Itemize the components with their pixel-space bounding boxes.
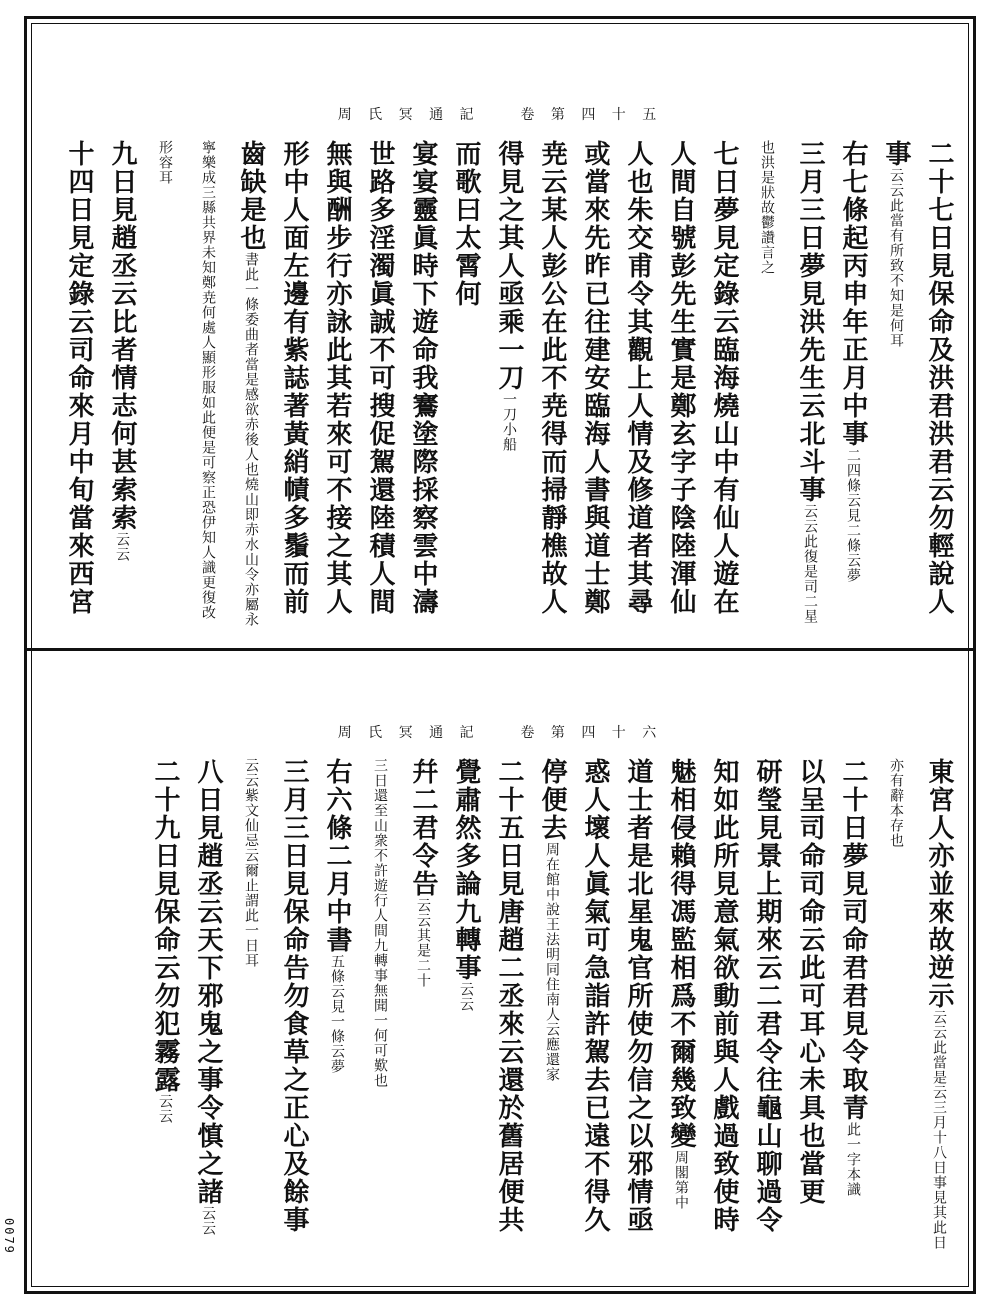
text-column [358, 140, 401, 640]
column-main-text: 二十九日見保命云勿犯霧露 [150, 758, 180, 1094]
column-main-text: 二十日夢見司命君君見令取青 [838, 758, 868, 1122]
text-column [530, 140, 573, 640]
column-annotation: 寧樂成三縣共界未知鄭尭何處人顯形服如此便是可察正恐伊知人識更復改 [200, 140, 216, 620]
text-column [745, 140, 788, 640]
column-main-text: 覺肅然多論九轉事 [451, 758, 481, 982]
column-main-text: 停便去 [537, 758, 567, 842]
column-main-text: 二十七日見保命及洪君洪君云勿輕說人 [924, 140, 954, 616]
text-column [487, 140, 530, 640]
text-column [272, 140, 315, 640]
column-annotation: 五條云見一條云夢 [329, 954, 345, 1074]
text-column [788, 140, 831, 640]
text-column [702, 140, 745, 640]
text-column [917, 758, 960, 1268]
text-column [229, 758, 272, 1268]
column-main-text: 或當來先昨已往建安臨海人書與道士鄭 [580, 140, 610, 616]
text-column [444, 140, 487, 640]
text-column [831, 758, 874, 1268]
text-column [272, 758, 315, 1268]
column-annotation: 亦有辭本存也 [888, 758, 904, 848]
column-annotation: 三日還至山衆不許遊行人間九轉事無聞一何可歎也 [372, 758, 388, 1088]
text-column [315, 758, 358, 1268]
text-column [186, 758, 229, 1268]
text-column [573, 758, 616, 1268]
column-main-text: 尭云某人彭公在此不尭得而掃靜樵故人 [537, 140, 567, 616]
text-column [616, 140, 659, 640]
text-column [100, 140, 143, 640]
column-main-text: 右七條起丙申年正月中事 [838, 140, 868, 448]
upper-page-header: 周 氏 冥 通 記 卷 第 四 十 五 [337, 107, 663, 123]
column-main-text: 惑人壞人眞氣可急詣許駕去已遠不得久 [580, 758, 610, 1234]
column-main-text: 形中人面左邊有紫誌著黃綃幘多鬚而前 [279, 140, 309, 616]
text-column [745, 758, 788, 1268]
upper-page [40, 30, 960, 640]
column-annotation: 云云此當有所致不知是何耳 [888, 168, 904, 348]
lower-page-header: 周 氏 冥 通 記 卷 第 四 十 六 [337, 725, 663, 741]
column-main-text: 以呈司命司命云此可耳心未具也當更 [795, 758, 825, 1206]
column-main-text: 宴宴靈眞時下遊命我鶱塗際採察雲中濤 [408, 140, 438, 616]
column-annotation: 周在館中說王法明同住南人云應還家 [544, 842, 560, 1082]
upper-page-columns [40, 140, 960, 640]
column-main-text: 齒缺是也 [236, 140, 266, 252]
column-main-text: 十四日見定錄云司命來月中旬當來西宮 [64, 140, 94, 616]
text-column [487, 758, 530, 1268]
text-column [831, 140, 874, 640]
text-column [57, 140, 100, 640]
text-column [874, 140, 917, 640]
text-column [573, 140, 616, 640]
column-main-text: 人間自號彭先生實是鄭玄字子陰陸渾仙 [666, 140, 696, 616]
column-main-text: 研瑩見景上期來云二君令往龜山聊過令 [752, 758, 782, 1234]
column-annotation: 此一字本識 [845, 1122, 861, 1197]
text-column [616, 758, 659, 1268]
text-column [143, 140, 186, 640]
column-annotation: 二四條云見二條云夢 [845, 448, 861, 583]
text-column [659, 140, 702, 640]
page-number: 0079 [2, 1218, 16, 1255]
column-annotation: 形容耳 [157, 140, 173, 185]
text-column [874, 758, 917, 1268]
column-annotation: 云云 [458, 982, 474, 1012]
text-column [788, 758, 831, 1268]
column-main-text: 二十五日見唐趙二丞來云還於舊居便共 [494, 758, 524, 1234]
column-main-text: 無與酬步行亦詠此其若來可不接之其人 [322, 140, 352, 616]
text-column [315, 140, 358, 640]
column-annotation: 一刀小船 [501, 392, 517, 452]
column-annotation: 云云其是二十 [415, 898, 431, 988]
text-column [186, 140, 229, 640]
text-column [143, 758, 186, 1268]
text-column [659, 758, 702, 1268]
lower-page [40, 660, 960, 1280]
column-main-text: 世路多淫濁眞誠不可搜促駕還陸積人間 [365, 140, 395, 616]
column-annotation: 云云 [114, 532, 130, 562]
column-main-text: 事 [881, 140, 911, 168]
column-annotation: 云云 [157, 1094, 173, 1124]
text-column [401, 758, 444, 1268]
column-main-text: 魅相侵賴得馮監相爲不爾幾致變 [666, 758, 696, 1150]
text-column [444, 758, 487, 1268]
column-main-text: 三月三日見保命告勿食草之正心及餘事 [279, 758, 309, 1234]
column-main-text: 右六條二月中書 [322, 758, 352, 954]
column-annotation: 云云此復是司二星 [802, 504, 818, 624]
page-divider [24, 648, 976, 651]
text-column [358, 758, 401, 1268]
text-column [702, 758, 745, 1268]
lower-page-columns [40, 758, 960, 1268]
column-main-text: 人也朱交甫令其觀上人情及修道者其尋 [623, 140, 653, 616]
column-annotation: 周閣第中 [673, 1150, 689, 1210]
column-main-text: 道士者是北星鬼官所使勿信之以邪情亟 [623, 758, 653, 1234]
text-column [530, 758, 573, 1268]
column-main-text: 九日見趙丞云比者情志何甚索索 [107, 140, 137, 532]
column-main-text: 知如此所見意氣欲動前與人戲過致使時 [709, 758, 739, 1234]
text-column [229, 140, 272, 640]
column-annotation: 云云紫文仙忌云爾止謂此一日耳 [243, 758, 259, 968]
column-annotation: 書此一條委曲者當是感欲赤後人也燒山即赤水山令亦屬永 [243, 252, 259, 627]
column-main-text: 東宮人亦並來故逆示 [924, 758, 954, 1010]
column-annotation: 也洪是狀故鬱讚言之 [759, 140, 775, 275]
column-annotation: 云云此當是云三月十八日事見其此日 [931, 1010, 947, 1250]
column-main-text: 七日夢見定錄云臨海燒山中有仙人遊在 [709, 140, 739, 616]
text-column [401, 140, 444, 640]
column-main-text: 三月三日夢見洪先生云北斗事 [795, 140, 825, 504]
column-main-text: 八日見趙丞云天下邪鬼之事令慎之諸 [193, 758, 223, 1206]
column-annotation: 云云 [200, 1206, 216, 1236]
column-main-text: 而歌曰太霄何 [451, 140, 481, 308]
text-column [917, 140, 960, 640]
column-main-text: 幷二君令告 [408, 758, 438, 898]
column-main-text: 得見之其人亟乘一刀 [494, 140, 524, 392]
